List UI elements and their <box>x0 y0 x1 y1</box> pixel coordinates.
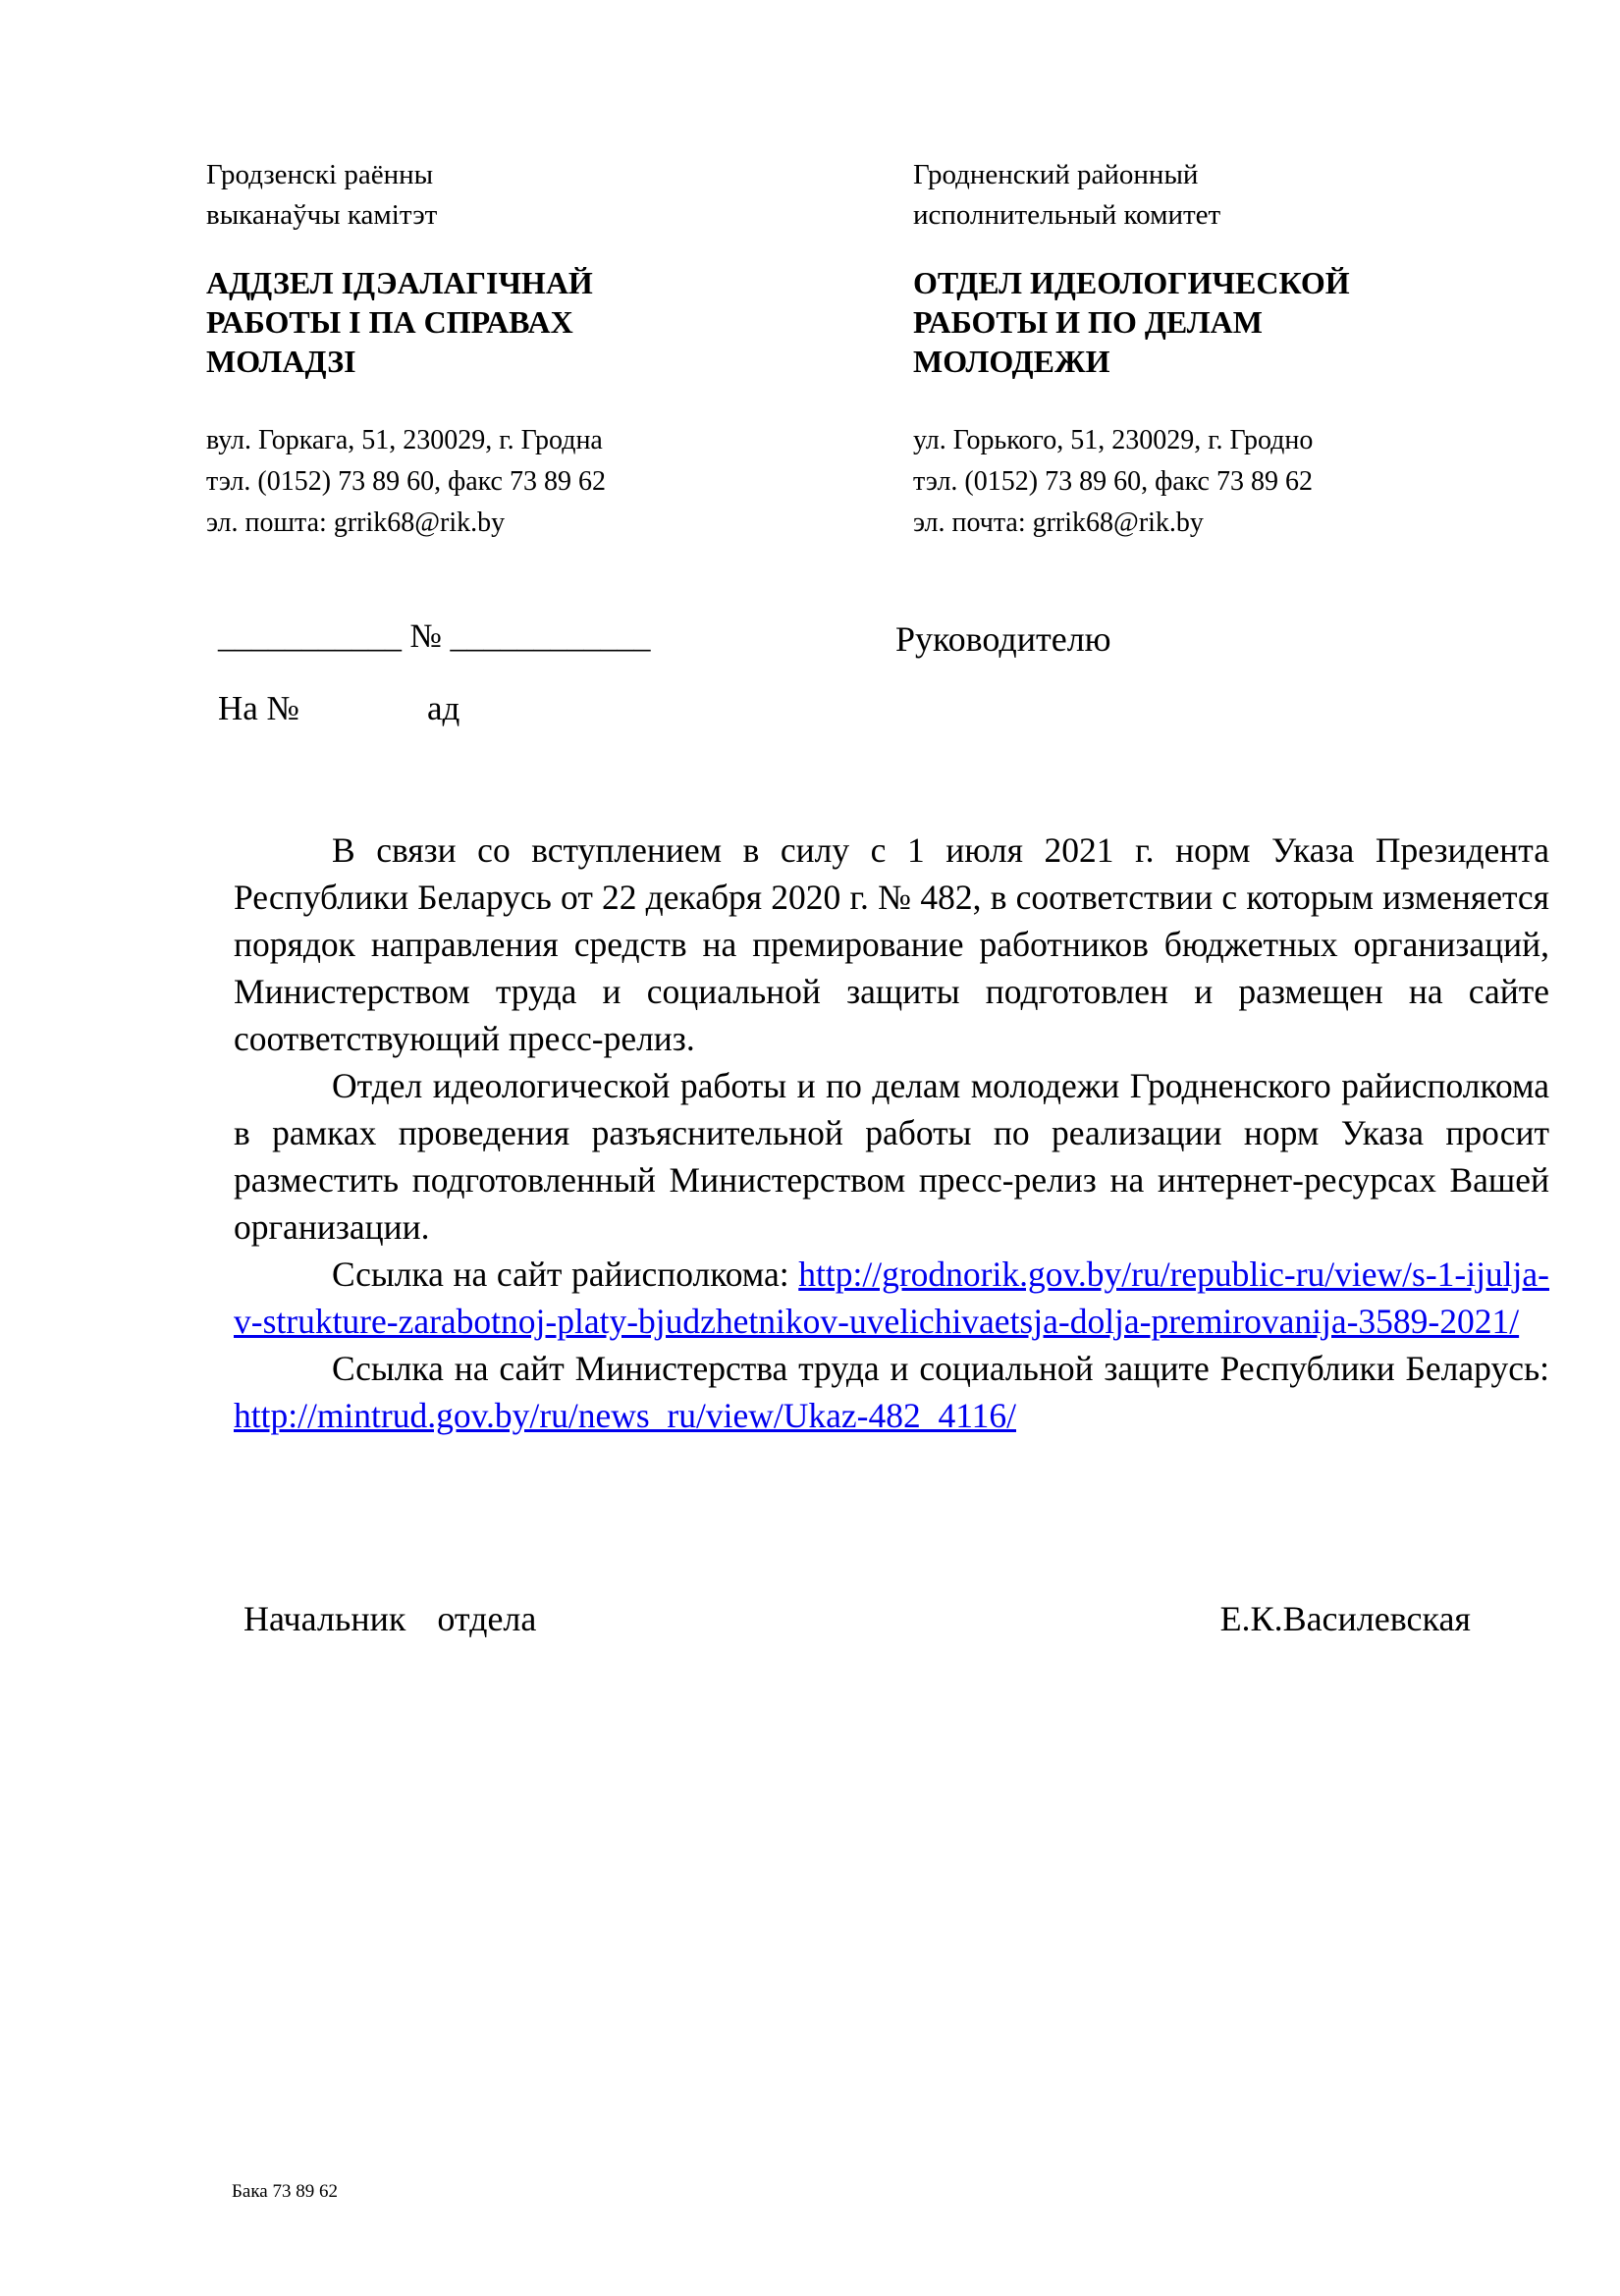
signatory-title-word-1: Начальник <box>243 1599 406 1638</box>
header-address-ru-email: эл. почта: grrik68@rik.by <box>913 507 1204 538</box>
header-org-by <box>206 155 825 236</box>
body-paragraph-3-text: Ссылка на сайт райисполкома: <box>332 1255 799 1294</box>
signatory-name: Е.К.Василевская <box>1219 1599 1471 1638</box>
header-dept-ru <box>913 263 1561 381</box>
registration-number-line: ___________ № ____________ <box>218 618 651 655</box>
header-address-by-street: вул. Горкага, 51, 230029, г. Гродна <box>206 425 603 455</box>
body-paragraph-4 <box>234 1345 1549 1439</box>
header-org-by-line-1: Гродзенскі раённы <box>206 159 434 190</box>
reference-label: На № <box>218 689 299 727</box>
header-address-by-email: эл. пошта: grrik68@rik.by <box>206 507 506 538</box>
ministry-site-link[interactable]: http://mintrud.gov.by/ru/news_ru/view/Ukaz-482_4116/ <box>234 1396 1016 1435</box>
header-address-by <box>206 420 825 544</box>
header-dept-ru-line-1: ОТДЕЛ ИДЕОЛОГИЧЕСКОЙ <box>913 265 1350 300</box>
body-paragraph-3 <box>234 1251 1549 1345</box>
header-dept-by <box>206 263 825 381</box>
header-dept-ru-line-2: РАБОТЫ И ПО ДЕЛАМ <box>913 304 1263 340</box>
body-paragraph-2: Отдел идеологической работы и по делам молодежи Гродненского райисполкома в рамках проведения разъяснительной работы по реализации норм Указа просит разместить подготовленный Министерством пресс-релиз на интернет-ресурсах Вашей организации. <box>234 1066 1549 1247</box>
header-dept-by-line-1: АДДЗЕЛ ІДЭАЛАГІЧНАЙ <box>206 265 593 300</box>
raion-site-link[interactable]: http://grodnorik.gov.by/ru/republic-ru/view/s-1-ijulja-v-strukture-zarabotnoj-platy-bjudzhetnikov-uvelichivaetsja-dolja-premirovanija-3589-2021/ <box>234 1255 1549 1341</box>
reference-line <box>218 689 459 728</box>
header-dept-by-line-2: РАБОТЫ І ПА СПРАВАХ <box>206 304 573 340</box>
reference-suffix: ад <box>426 689 460 727</box>
executor-note: Бака 73 89 62 <box>232 2181 338 2202</box>
header-org-ru <box>913 155 1561 236</box>
header-dept-by-line-3: МОЛАДЗІ <box>206 344 356 379</box>
body-paragraph-1: В связи со вступлением в силу с 1 июля 2021 г. норм Указа Президента Республики Беларусь от 22 декабря 2020 г. № 482, в соответствии с которым изменяется порядок направления средств на премирование работников бюджетных организаций, Министерством труда и социальной защиты подготовлен и размещен на сайте соответствующий пресс-релиз. <box>234 830 1549 1058</box>
header-org-ru-line-2: исполнительный комитет <box>913 199 1221 231</box>
header-address-ru-phone: тэл. (0152) 73 89 60, факс 73 89 62 <box>913 466 1313 497</box>
header-dept-ru-line-3: МОЛОДЕЖИ <box>913 344 1110 379</box>
header-address-ru <box>913 420 1561 544</box>
header-address-by-phone: тэл. (0152) 73 89 60, факс 73 89 62 <box>206 466 606 497</box>
addressee: Руководителю <box>895 619 1111 659</box>
header-address-ru-street: ул. Горького, 51, 230029, г. Гродно <box>913 425 1314 455</box>
header-org-ru-line-1: Гродненский районный <box>913 159 1199 190</box>
body-paragraph-4-text: Ссылка на сайт Министерства труда и социальной защите Республики Беларусь: <box>332 1349 1549 1388</box>
signatory-title-word-2: отдела <box>437 1599 537 1638</box>
letter-body <box>234 827 1549 1439</box>
header-org-by-line-2: выканаўчы камітэт <box>206 199 438 231</box>
signatory-title <box>243 1598 536 1639</box>
